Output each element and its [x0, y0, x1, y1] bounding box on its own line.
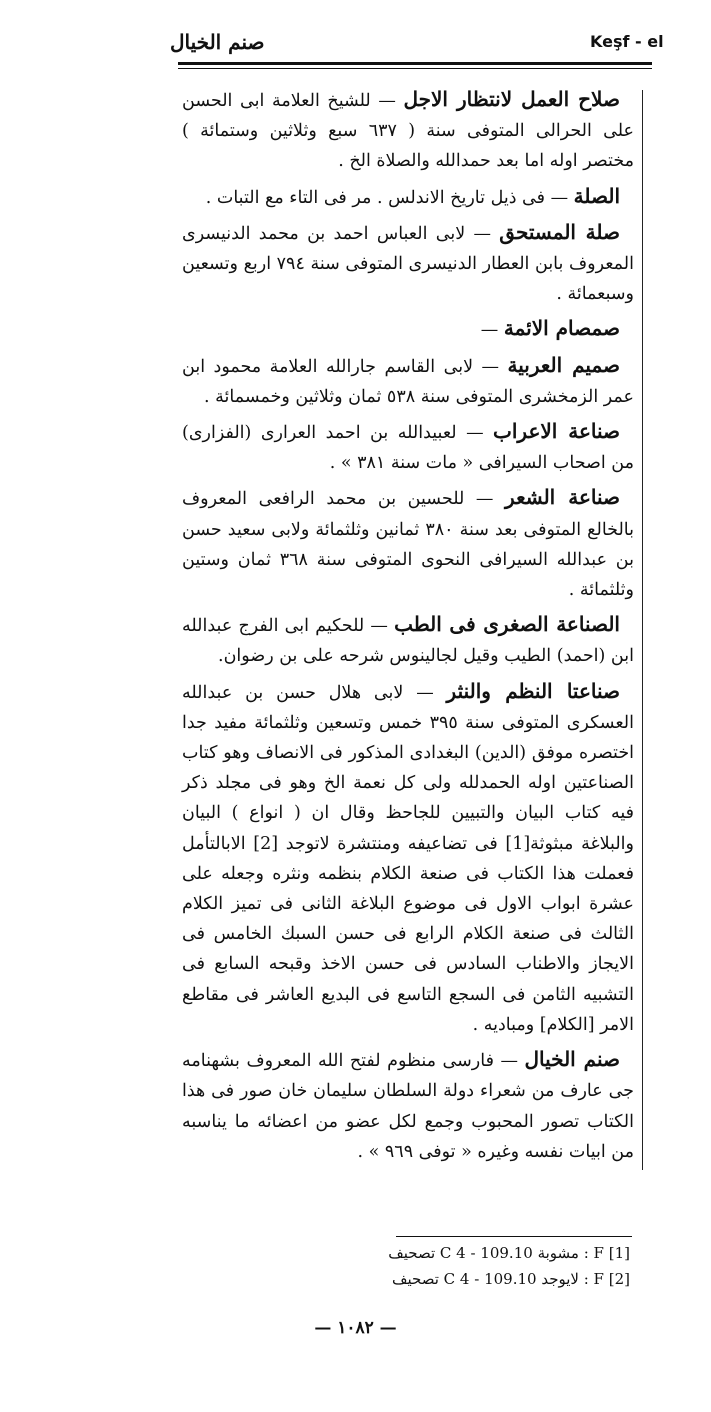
running-header	[170, 30, 664, 58]
entry-dash: —	[493, 1051, 525, 1072]
entry-dash: —	[480, 320, 504, 341]
entry-dash: —	[465, 223, 500, 244]
entry-body: للحكيم ابى الفرج عبدالله ابن (احمد) الطيب وقيل لجالينوس شرحه على بن رضوان.	[182, 616, 634, 667]
entry-body: للشيخ العلامة ابى الحسن على الحرالى المتوفى سنة ( ٦٣٧ سبع وثلاثين وستمائة ) مختصر اوله اما بعد حمدالله والصلاة الخ .	[182, 91, 634, 172]
main-text	[182, 84, 634, 1171]
entry-heading: صناعة الاعراب	[493, 419, 620, 444]
entry	[182, 350, 634, 412]
footnote: [1] F : مشوبة C 4 - 109.10 تصحيف	[388, 1244, 630, 1262]
entry-body: فى ذيل تاريخ الاندلس . مر فى التاء مع التبات .	[205, 187, 546, 208]
header-title: صنم الخيال	[170, 30, 265, 54]
entry-dash: —	[370, 91, 404, 111]
entry-body: فارسى منظوم لفتح الله المعروف بشهنامه جى عارف من شعراء دولة السلطان سليمان خان صور فى هذا الكتاب تصور المحبوب وجمع لكل عضو من اعضائه ما يناسبه من ابيات نفسه وغيره « توفى ٩٦٩ » .	[182, 1051, 634, 1162]
entry-dash: —	[464, 489, 506, 510]
entry	[182, 416, 634, 478]
entry	[182, 84, 634, 177]
margin-line	[642, 90, 643, 1170]
entry-body: للحسين بن محمد الرافعى المعروف بالخالع المتوفى بعد سنة ٣٨٠ ثمانين وثلثمائة ولابى سعيد حسن بن عبدالله السيرافى النحوى المتوفى سنة ٣٦٨ ثمان وستين وثلثمائة .	[182, 489, 634, 601]
entry-heading: صمصام الائمة	[503, 316, 620, 341]
entry-dash: —	[473, 356, 508, 377]
entry-dash: —	[456, 423, 494, 444]
entry-body: لعبيدالله بن احمد العرارى (الفزارى) من اصحاب السيرافى « مات سنة ٣٨١ » .	[182, 423, 634, 474]
entry-body: لابى العباس احمد بن محمد الدنيسرى المعروف بابن العطار الدنيسرى المتوفى سنة ٧٩٤ اربع وتسعين وسبعمائة .	[182, 223, 634, 305]
entry	[182, 482, 634, 605]
entry-dash: —	[403, 682, 447, 703]
entry-body: لابى هلال حسن بن عبدالله العسكرى المتوفى سنة ٣٩٥ خمس وتسعين وثلثمائة مفيد جدا اختصره موفق (الدين) البغدادى المذكور فى الانصاف وهو كتاب الصناعتين اوله الحمدلله ولى كل نعمة الخ وهو فى مجلد ذكر فيه كتاب البيان والتبيين للجاحظ وقال ان ( انواع ) البيان والبلاغة مبثوثة[1] فى تضاعيفه ومنتشرة لاتوجد [2] الابالتأمل فعملت هذا الكتاب فى صنعة الكلام بنظمه ونثره وجعله على عشرة ابواب الاول فى موضوع البلاغة الثانى فى تميز الكلام الثالث فى صنعة الكلام الرابع فى حسن السبك الخامس فى الايجاز والاطناب السادس فى حسن الاخذ وقبحه السابع فى التشبيه الثامن فى السجع التاسع فى البديع العاشر فى مقاطع الامر [الكلام] ومباديه .	[182, 682, 634, 1035]
entry	[182, 676, 634, 1040]
entry-heading: صنم الخيال	[524, 1047, 620, 1072]
entry	[182, 609, 634, 671]
header-rule-thick	[178, 62, 652, 65]
header-book-title: Keşf - el	[590, 32, 664, 51]
entry	[182, 313, 634, 345]
header-rule-thin	[178, 68, 652, 69]
footnotes	[230, 1240, 630, 1292]
entry-heading: الصلة	[573, 183, 620, 208]
entry	[182, 1044, 634, 1167]
entry-heading: صلاح العمل لانتظار الاجل	[403, 87, 620, 111]
entry	[182, 181, 634, 213]
footnote: [2] F : لايوجد C 4 - 109.10 تصحيف	[391, 1270, 630, 1288]
entry-heading: صلة المستحق	[499, 219, 620, 244]
entry-heading: صناعتا النظم والنثر	[446, 678, 620, 703]
page-number: — ١٠٨٢ —	[314, 1318, 397, 1338]
entry-body: لابى القاسم جارالله العلامة محمود ابن عمر الزمخشرى المتوفى سنة ٥٣٨ ثمان وثلاثين وخمسمائة .	[182, 356, 634, 407]
entry	[182, 217, 634, 310]
footnote-rule	[396, 1236, 632, 1237]
entry-dash: —	[545, 187, 574, 208]
entry-heading: صناعة الشعر	[505, 485, 620, 510]
entry-heading: صميم العربية	[507, 352, 620, 377]
entry-heading: الصناعة الصغرى فى الطب	[394, 612, 620, 637]
entry-dash: —	[364, 616, 395, 637]
